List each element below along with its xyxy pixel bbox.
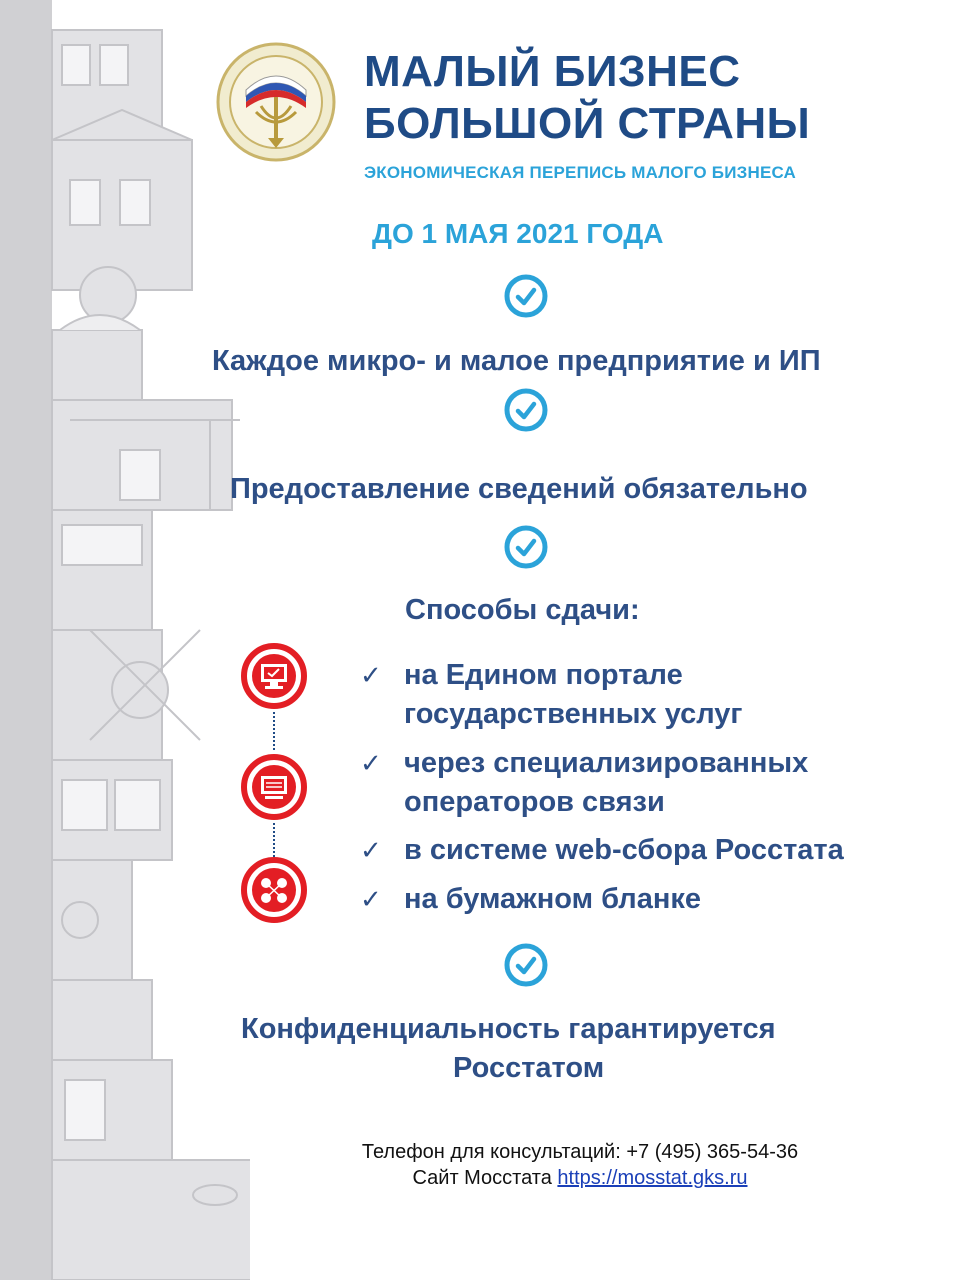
- title-line-2: БОЛЬШОЙ СТРАНЫ: [364, 99, 811, 148]
- method-item-operators: [360, 744, 924, 822]
- page-subtitle: ЭКОНОМИЧЕСКАЯ ПЕРЕПИСЬ МАЛОГО БИЗНЕСА: [364, 163, 797, 182]
- checkmark-icon: ✓: [360, 661, 382, 691]
- check-circle-icon: [503, 942, 549, 988]
- scope-statement: Каждое микро- и малое предприятие и ИП: [212, 345, 821, 377]
- method-label: в системе web-сбора Росстата: [404, 834, 844, 866]
- method-item-portal: [360, 656, 924, 734]
- site-link[interactable]: https://mosstat.gks.ru: [557, 1167, 748, 1189]
- computer-icon: [239, 641, 309, 711]
- confidentiality-line-1: Конфиденциальность гарантируется: [241, 1013, 776, 1045]
- title-line-1: МАЛЫЙ БИЗНЕС: [364, 47, 741, 96]
- method-label: на Едином портале: [404, 659, 683, 691]
- checkmark-icon: ✓: [360, 836, 382, 866]
- page-title: [364, 46, 810, 150]
- check-circle-icon: [503, 524, 549, 570]
- method-label: государственных услуг: [404, 698, 743, 730]
- site-line: [300, 1165, 860, 1191]
- checkmark-icon: ✓: [360, 885, 382, 915]
- site-label: Сайт Мосстата: [412, 1167, 552, 1189]
- people-network-icon: [239, 855, 309, 925]
- cityscape-illustration: [0, 0, 250, 1280]
- connector-dots: [273, 712, 277, 750]
- check-circle-icon: [503, 273, 549, 319]
- confidentiality-line-2: Росстатом: [453, 1052, 605, 1084]
- phone-text: Телефон для консультаций: +7 (495) 365-54-36: [361, 1141, 799, 1163]
- check-circle-icon: [503, 387, 549, 433]
- method-item-paper-form: [360, 880, 924, 920]
- mandatory-statement: Предоставление сведений обязательно: [230, 473, 808, 505]
- census-emblem-logo: [216, 42, 336, 162]
- method-label: операторов связи: [404, 786, 665, 818]
- method-label: на бумажном бланке: [404, 883, 701, 915]
- contact-footer: [300, 1139, 860, 1191]
- method-item-web-collection: [360, 831, 924, 871]
- deadline-text: ДО 1 МАЯ 2021 ГОДА: [372, 218, 664, 249]
- screen-icon: [239, 752, 309, 822]
- methods-heading: Способы сдачи:: [405, 594, 640, 626]
- method-label: через специализированных: [404, 747, 809, 779]
- checkmark-icon: ✓: [360, 749, 382, 779]
